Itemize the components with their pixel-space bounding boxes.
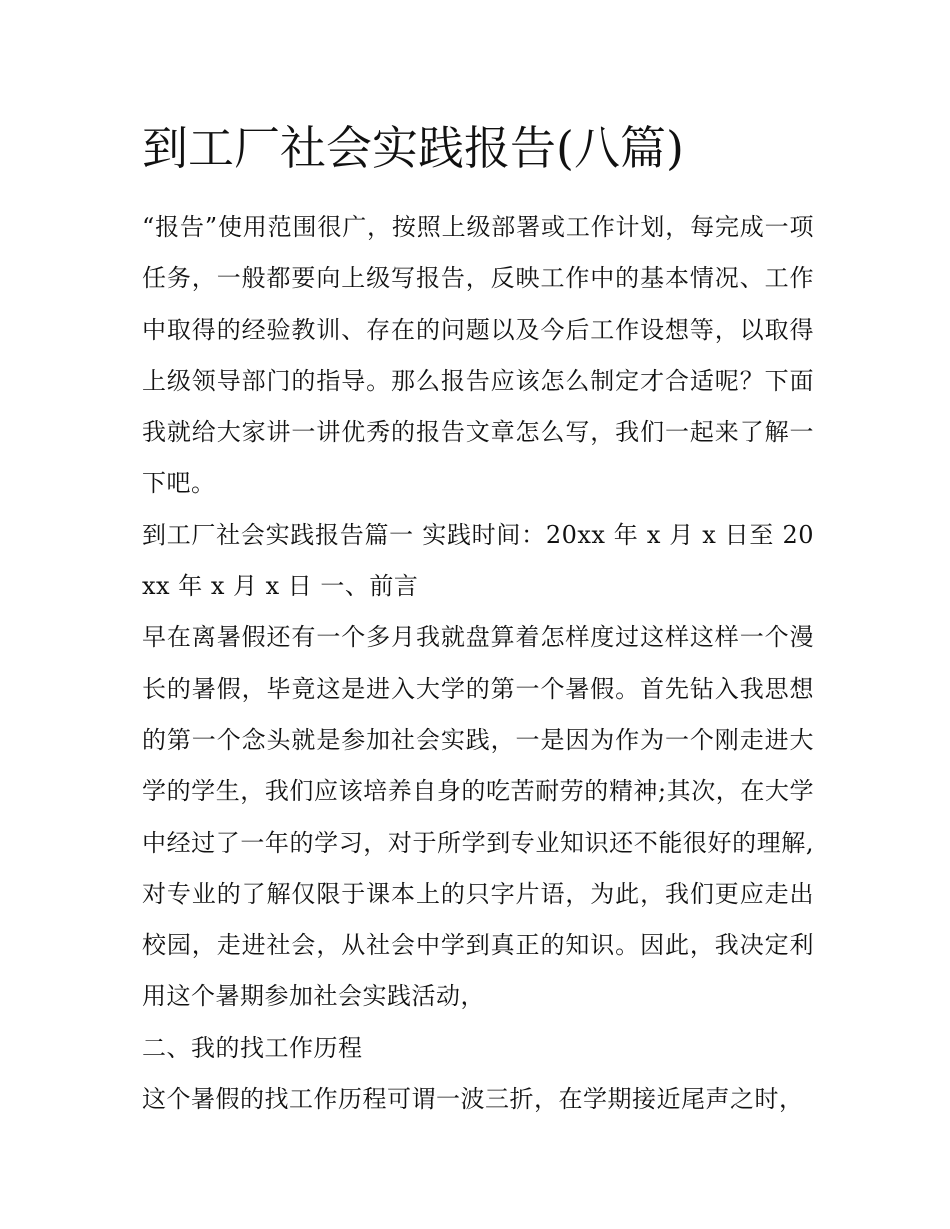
- document-title: 到工厂社会实践报告(八篇): [142, 121, 684, 175]
- section-heading: 二、我的找工作历程: [142, 1033, 363, 1062]
- preface-paragraph: 早在离暑假还有一个多月我就盘算着怎样度过这样这样一个漫长的暑假，毕竟这是进入大学的第一个暑假。首先钻入我思想的第一个念头就是参加社会实践，一是因为作为一个刚走进大学的学生，我们应该培养自身的吃苦耐劳的精神;其次，在大学中经过了一年的学习，对于所学到专业知识还不能很好的理解,对专业的了解仅限于课本上的只字片语，为此，我们更应走出校园，走进社会，从社会中学到真正的知识。因此，我决定利用这个暑期参加社会实践活动，: [142, 623, 814, 1011]
- job-search-paragraph: 这个暑假的找工作历程可谓一波三折，在学期接近尾声之时，: [142, 1085, 804, 1114]
- report-heading-paragraph: 到工厂社会实践报告篇一 实践时间：20xx 年 x 月 x 日至 20xx 年 x 月 x 日 一、前言: [142, 520, 814, 601]
- intro-paragraph: “报告”使用范围很广，按照上级部署或工作计划，每完成一项任务，一般都要向上级写报告，反映工作中的基本情况、工作中取得的经验教训、存在的问题以及今后工作设想等，以取得上级领导部门的指导。那么报告应该怎么制定才合适呢？下面我就给大家讲一讲优秀的报告文章怎么写，我们一起来了解一下吧。: [142, 213, 814, 498]
- document-page: [142, 118, 814, 1125]
